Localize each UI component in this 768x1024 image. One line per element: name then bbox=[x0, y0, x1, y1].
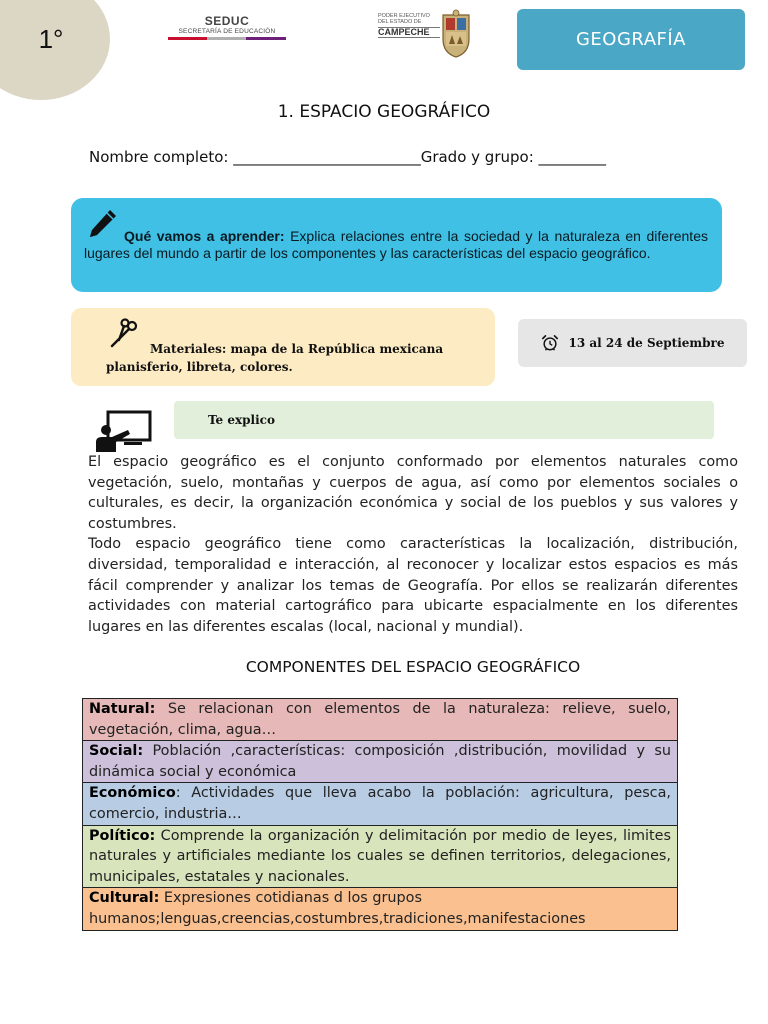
learning-goal-description: Explica relaciones entre la sociedad y la naturaleza en diferentes lugares del mundo a partir de los componentes y las características del espacio geográfico. bbox=[84, 228, 708, 261]
explain-label: Te explico bbox=[208, 413, 275, 427]
materials-line2: planisferio, libreta, colores. bbox=[106, 360, 293, 374]
component-description: Población ,características: composición ,distribución, movilidad y su dinámica social y económica bbox=[89, 743, 671, 780]
explanation-body bbox=[88, 452, 738, 637]
component-key: Cultural: bbox=[89, 890, 160, 907]
component-key: Social: bbox=[89, 743, 144, 760]
component-key: Económico bbox=[89, 785, 176, 802]
subject-badge bbox=[517, 9, 745, 70]
dates-text: 13 al 24 de Septiembre bbox=[568, 336, 725, 350]
component-cell-cultural bbox=[83, 888, 678, 930]
learning-goal-text bbox=[84, 228, 708, 262]
components-title: COMPONENTES DEL ESPACIO GEOGRÁFICO bbox=[245, 658, 581, 676]
component-key: Natural: bbox=[89, 701, 156, 717]
student-name-grade-line: Nombre completo: _________________________Grado y grupo: _________ bbox=[89, 148, 607, 166]
components-table bbox=[82, 698, 678, 931]
component-row-politico bbox=[83, 825, 678, 888]
component-row-economico bbox=[83, 783, 678, 825]
explanation-paragraph-1: El espacio geográfico es el conjunto conformado por elementos naturales como vegetación, suelo, montañas y cuerpos de agua, así como por elementos sociales o culturales, es decir, la organización económica y social de los pueblos y sus valores y costumbres. bbox=[88, 454, 738, 532]
component-row-natural bbox=[83, 699, 678, 741]
component-cell-politico bbox=[83, 825, 678, 888]
component-description: Expresiones cotidianas d los grupos humanos;lenguas,creencias,costumbres,tradiciones,manifestaciones bbox=[89, 890, 586, 927]
component-row-social bbox=[83, 741, 678, 783]
grade-label: 1° bbox=[38, 23, 64, 54]
component-cell-economico bbox=[83, 783, 678, 825]
component-key: Político: bbox=[89, 827, 156, 844]
component-cell-social bbox=[83, 741, 678, 783]
materials-text bbox=[106, 340, 486, 376]
learning-goal-label: Qué vamos a aprender: bbox=[124, 228, 285, 244]
campeche-logo-line1: PODER EJECUTIVO bbox=[378, 13, 430, 19]
alarm-clock-icon bbox=[541, 334, 559, 352]
lesson-title: 1. ESPACIO GEOGRÁFICO bbox=[277, 102, 491, 122]
subject-label: GEOGRAFÍA bbox=[575, 29, 686, 50]
grade-badge bbox=[0, 0, 110, 100]
materials-line1: Materiales: mapa de la República mexicana bbox=[150, 342, 444, 356]
seduc-logo bbox=[168, 14, 286, 40]
component-cell-natural bbox=[83, 699, 678, 741]
seduc-logo-stripe bbox=[168, 37, 286, 40]
explanation-paragraph-2: Todo espacio geográfico tiene como características la localización, distribución, diversidad, temporalidad e interacción, al reconocer y localizar estos espacios es más fácil comprender y analizar los temas de Geografía. Por ellos se realizarán diferentes actividades con material cartográfico para ubicarte espacialmente en los diferentes lugares en las diferentes escalas (local, nacional y mundial). bbox=[88, 536, 738, 635]
component-description: : Actividades que lleva acabo la población: agricultura, pesca, comercio, industria… bbox=[89, 785, 671, 822]
component-description: Comprende la organización y delimitación por medio de leyes, limites naturales y artificiales mediante los cuales se definen territorios, delegaciones, municipales, estatales y nacionales. bbox=[89, 827, 671, 885]
campeche-shield-icon bbox=[440, 9, 472, 59]
teacher-board-icon bbox=[94, 410, 156, 452]
campeche-logo-line3: CAMPECHE bbox=[378, 27, 440, 38]
seduc-logo-name: SEDUC bbox=[204, 14, 250, 28]
seduc-logo-subtitle: SECRETARÍA DE EDUCACIÓN bbox=[178, 28, 276, 35]
component-row-cultural bbox=[83, 888, 678, 930]
component-description: Se relacionan con elementos de la naturaleza: relieve, suelo, vegetación, clima, agua… bbox=[89, 701, 671, 738]
campeche-logo bbox=[378, 14, 440, 38]
dates-box bbox=[518, 319, 747, 367]
campeche-logo-line2: DEL ESTADO DE bbox=[378, 18, 422, 25]
